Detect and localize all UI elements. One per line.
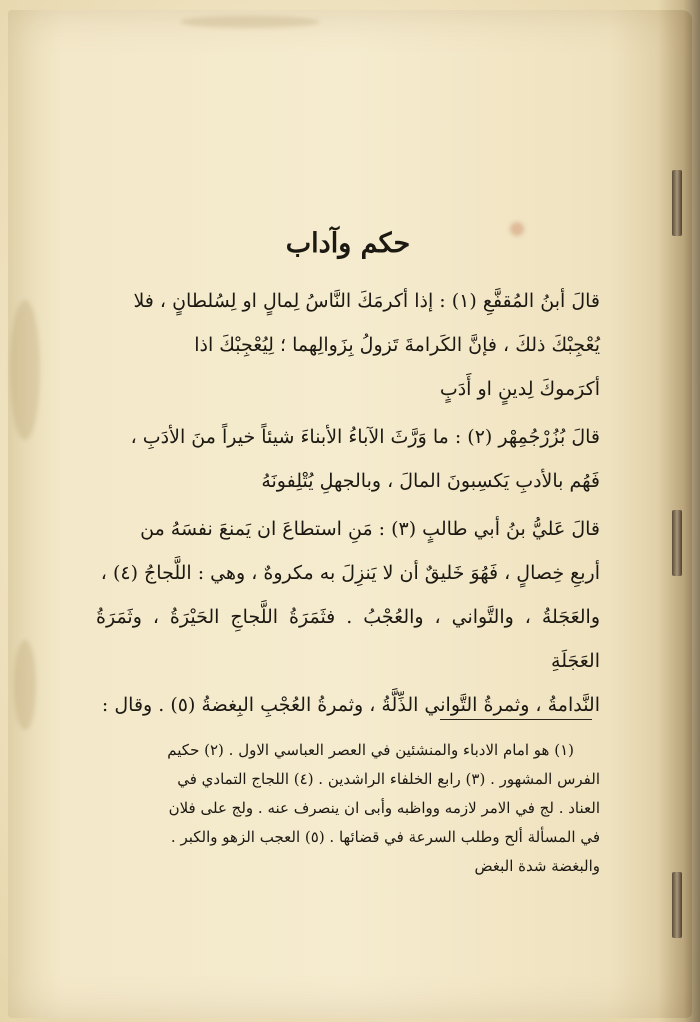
paragraph-ali-ibn-abi-talib: [96, 507, 600, 727]
page-body: [96, 228, 600, 727]
text-line: قالَ أبنُ المُقفَّعِ (١) : إذا أكرمَكَ النَّاسُ لِمالٍ او لِسُلطانٍ ، فلا: [133, 290, 600, 312]
binding-staple: [672, 510, 682, 576]
paper-stain: [14, 640, 36, 730]
footnote-line: العناد . لج في الامر لازمه وواظبه وأبى ان ينصرف عنه . ولج على فلان: [168, 799, 600, 817]
text-line: قالَ بُزُرْجُمِهْر (٢) : ما وَرَّثَ الآباءُ الأبناءَ شيئاً خيراً منَ الأدَبِ ،: [130, 426, 600, 448]
text-line: يُعْجِبْكَ ذلكَ ، فإنَّ الكَرامةَ تَزولُ بِزَوالِهما ؛ لِيُعْجِبْكَ اذا: [194, 334, 600, 356]
footnote-line: (١) هو امام الادباء والمنشئين في العصر العباسي الاول . (٢) حكيم: [167, 741, 574, 759]
text-line: النَّدامةُ ، وثمرةُ التَّواني الذِّلَّةُ ، وثمرةُ العُجْبِ البِغضةُ (٥) . وقال :: [101, 694, 600, 716]
page-title: حكم وآداب: [285, 228, 411, 259]
footnote-divider: [440, 719, 592, 720]
text-line: أكرَموكَ لِدينٍ او أَدَبٍ: [439, 378, 600, 400]
paper-stain: [180, 16, 320, 28]
paper-stain: [10, 300, 40, 440]
footnotes: [96, 736, 600, 881]
footnote-line: في المسألة ألح وطلب السرعة في قضائها . (٥) العجب الزهو والكبر .: [170, 828, 600, 846]
text-line: قالَ عَليُّ بنُ أبي طالبٍ (٣) : مَنِ استطاعَ ان يَمنعَ نفسَهُ من: [140, 518, 600, 540]
text-line: والعَجَلةُ ، والتَّواني ، والعُجْبُ . فثَمَرَةُ اللَّجاجِ الحَيْرَةُ ، وثَمَرَةُ العَجَلَةِ: [96, 606, 600, 672]
binding-staple: [672, 872, 682, 938]
footnote-line: الفرس المشهور . (٣) رابع الخلفاء الراشدين . (٤) اللجاج التمادي في: [177, 770, 600, 788]
text-line: أربعِ خِصالٍ ، فَهُوَ خَليقٌ أن لا يَنزِلَ به مكروهٌ ، وهي : اللَّجاجُ (٤) ،: [100, 562, 600, 584]
paragraph-ibn-al-muqaffa: [96, 279, 600, 411]
paragraph-buzurjmihr: [96, 415, 600, 503]
binding-staple: [672, 170, 682, 236]
footnote-line: والبغضة شدة البغض: [474, 857, 600, 875]
text-line: فَهُم بالأدبِ يَكسِبونَ المالَ ، وبالجهلِ يُتْلِفونَهُ: [261, 470, 600, 492]
